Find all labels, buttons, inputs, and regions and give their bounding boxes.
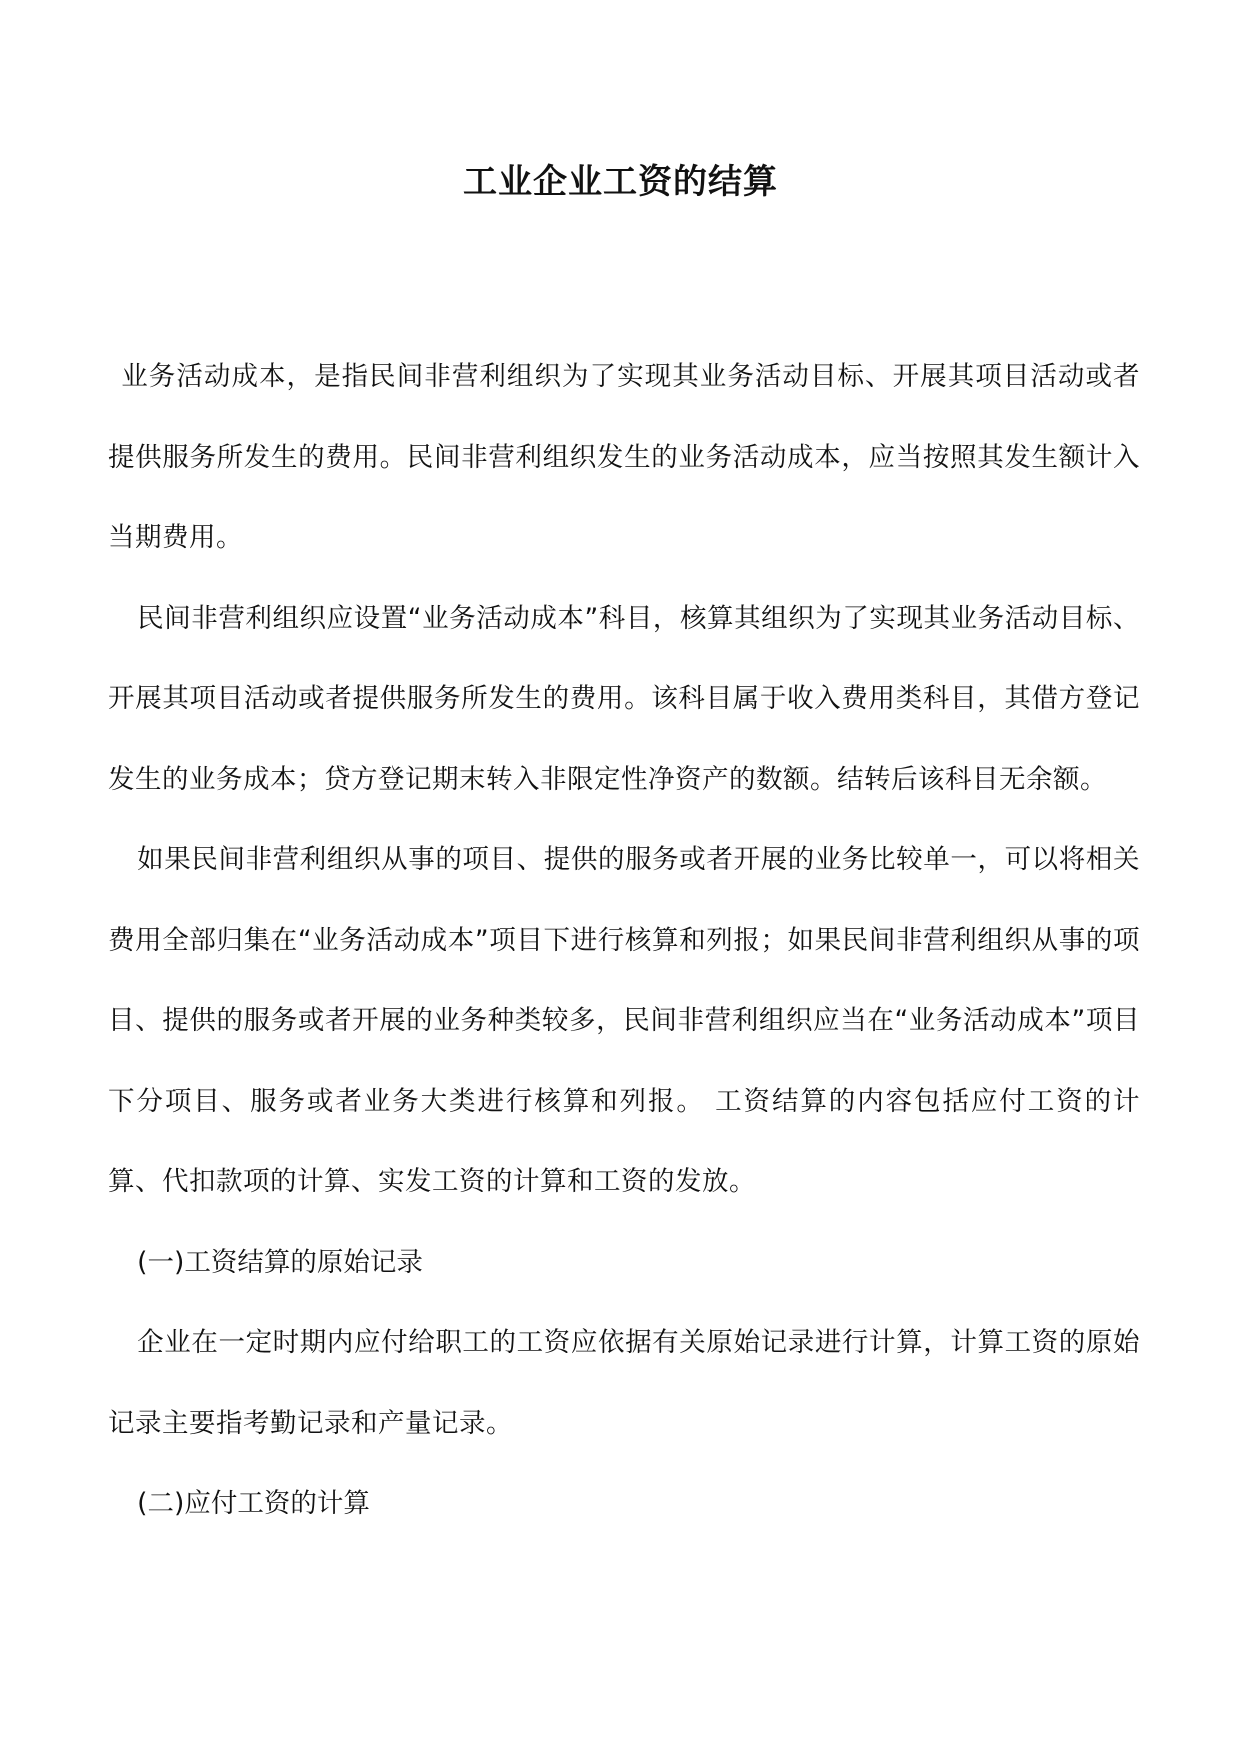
paragraph-business-cost-definition: 业务活动成本，是指民间非营利组织为了实现其业务活动目标、开展其项目活动或者提供服务所发生的费用。民间非营利组织发生的业务活动成本，应当按照其发生额计入当期费用。	[108, 361, 1140, 553]
paragraph-account-setup: 民间非营利组织应设置“业务活动成本”科目，核算其组织为了实现其业务活动目标、开展其项目活动或者提供服务所发生的费用。该科目属于收入费用类科目，其借方登记发生的业务成本；贷方登记期末转入非限定性净资产的数额。结转后该科目无余额。	[108, 602, 1140, 795]
paragraph-cost-reporting: 如果民间非营利组织从事的项目、提供的服务或者开展的业务比较单一，可以将相关费用全部归集在“业务活动成本”项目下进行核算和列报；如果民间非营利组织从事的项目、提供的服务或者开展的业务种类较多，民间非营利组织应当在“业务活动成本”项目下分项目、服务或者业务大类进行核算和列报。 工资结算的内容包括应付工资的计算、代扣款项的计算、实发工资的计算和工资的发放。	[108, 844, 1140, 1197]
document-body	[108, 337, 1140, 1545]
paragraph-original-records: 企业在一定时期内应付给职工的工资应依据有关原始记录进行计算，计算工资的原始记录主要指考勤记录和产量记录。	[108, 1327, 1140, 1439]
document-title: 工业企业工资的结算	[463, 162, 778, 202]
section-heading-payable-wages: (二)应付工资的计算	[137, 1488, 370, 1519]
section-heading-original-records: (一)工资结算的原始记录	[137, 1246, 423, 1278]
